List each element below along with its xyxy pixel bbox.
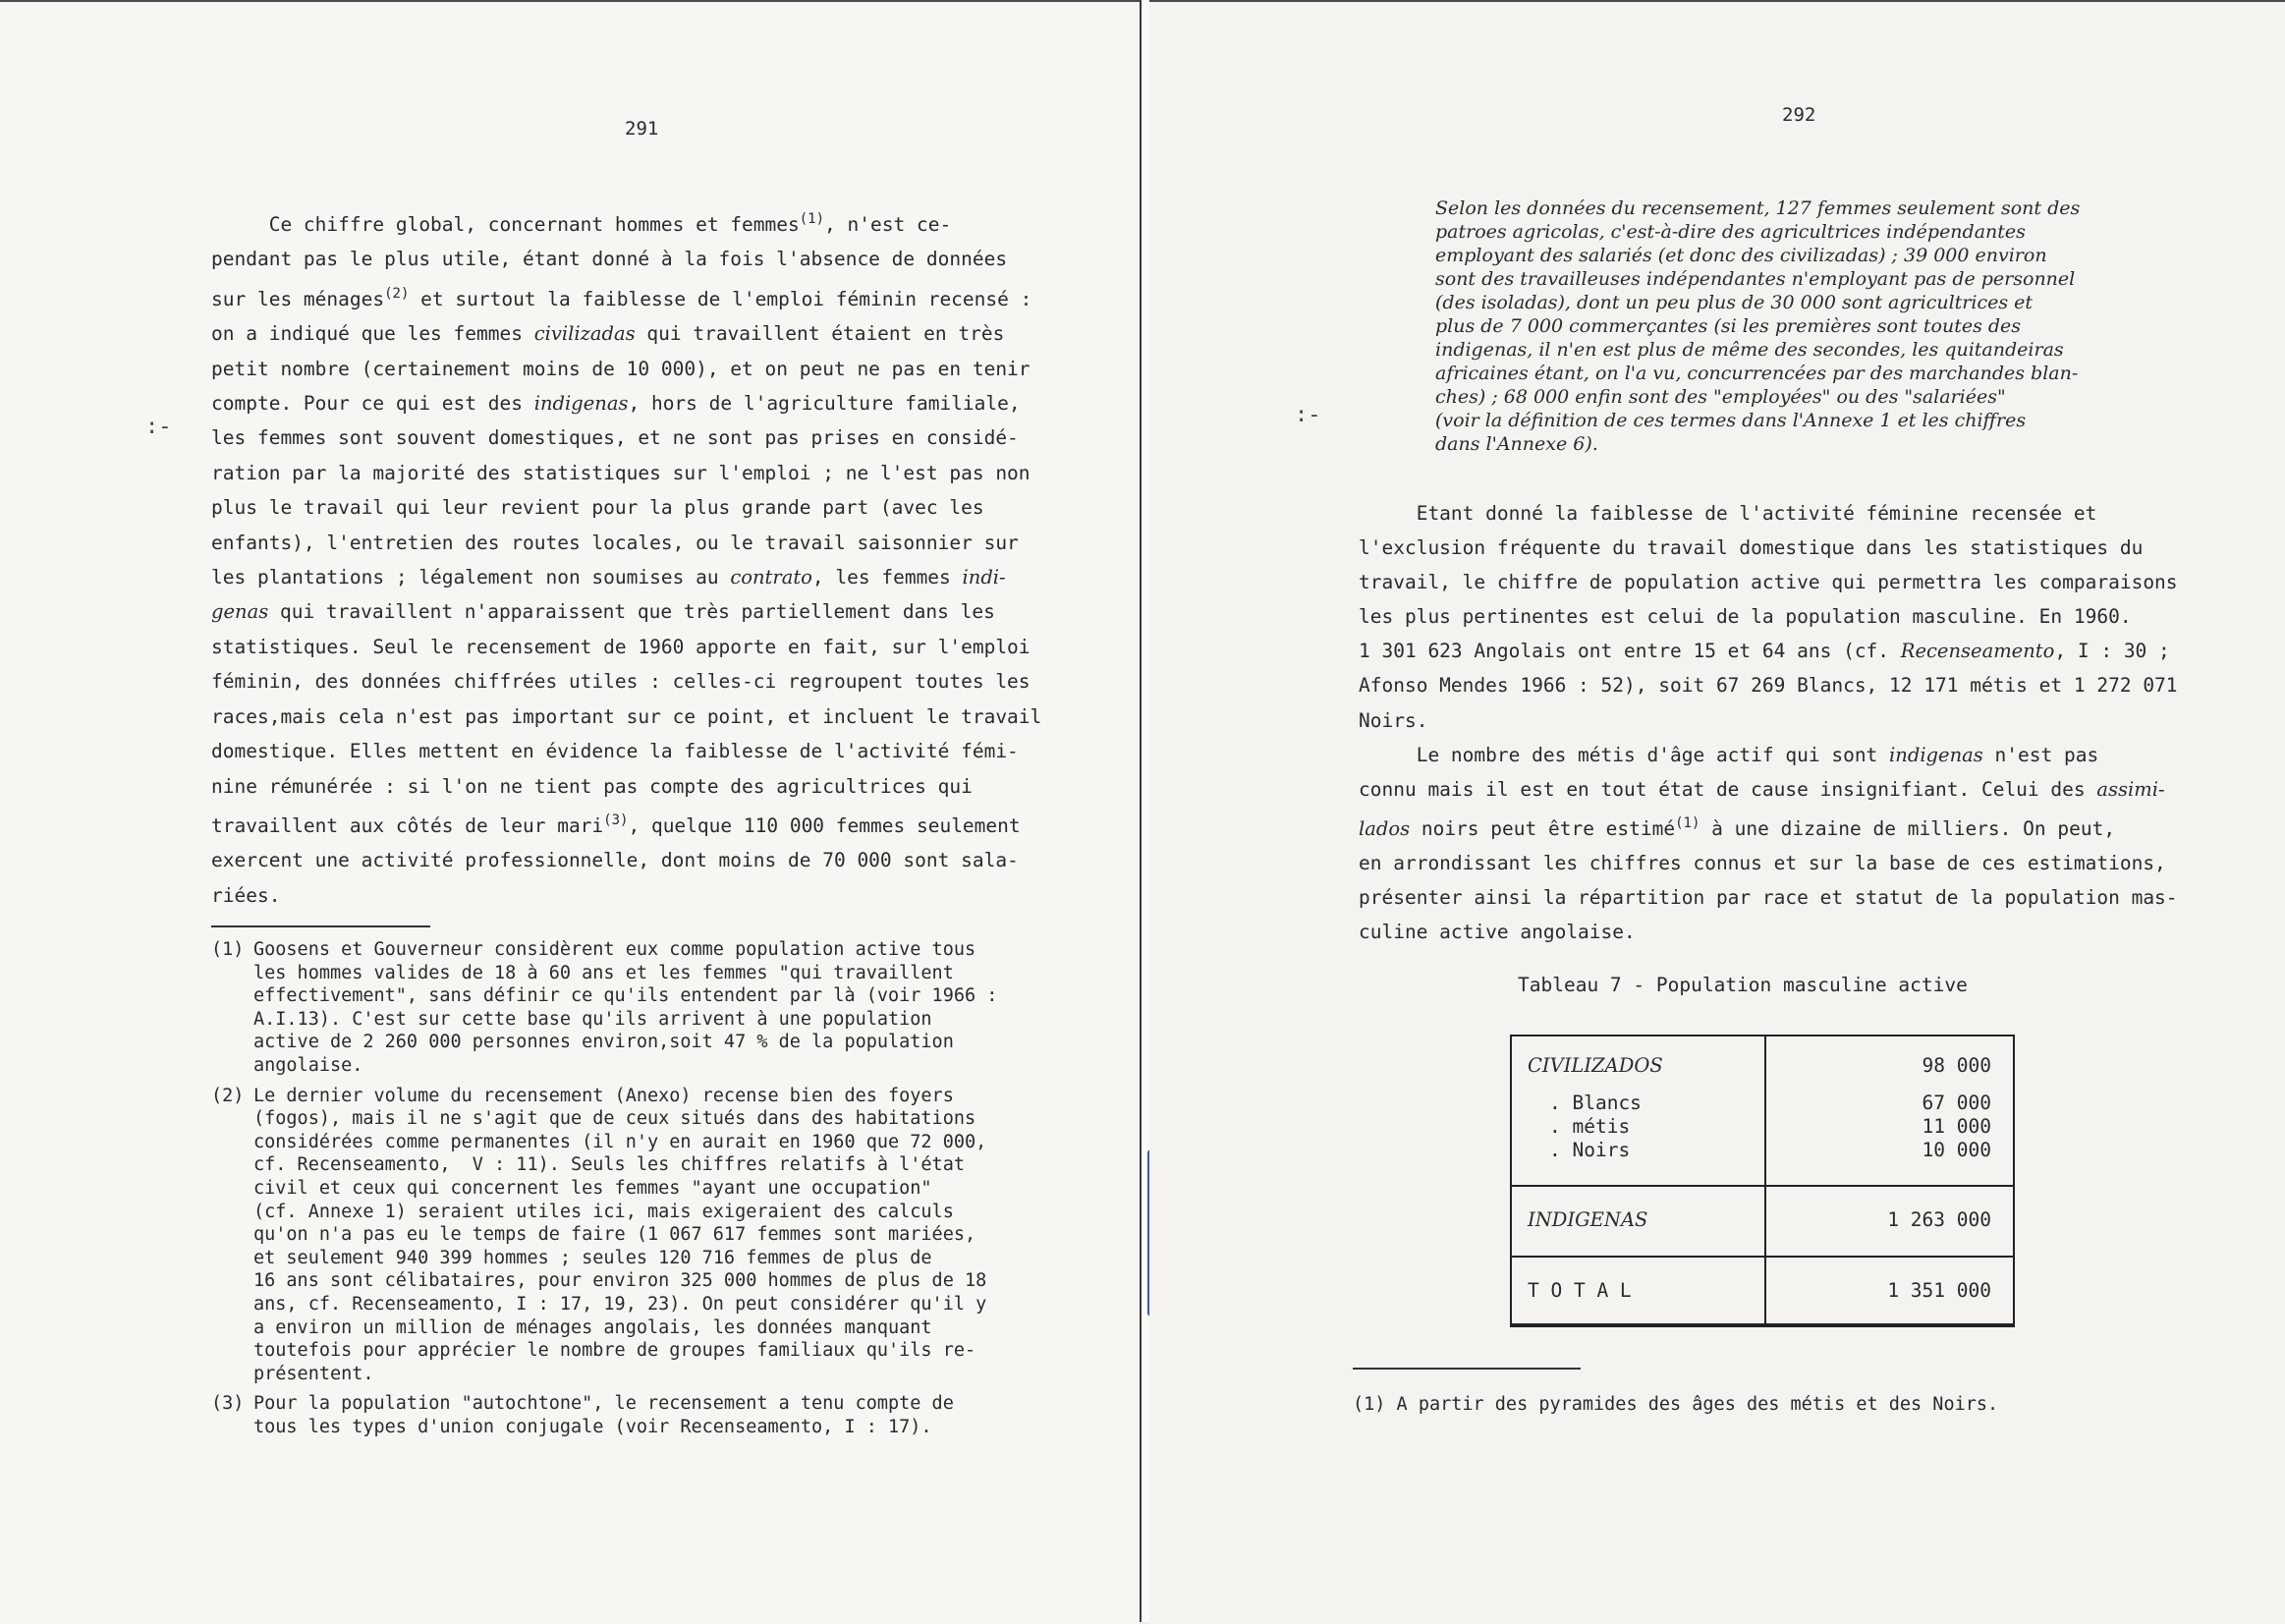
text-line: riées. — [211, 883, 281, 907]
margin-mark: :- — [145, 415, 172, 439]
footnote-text: Le dernier volume du recensement (Anexo) recense bien des foyers (fogos), mais il ne s'agit que de ceux situés dans des habitations considérées comme permanentes (il n'y en aurait en 1960 que 72 000, cf. Recenseamento, V : 11). Seuls les chiffres relatifs à l'état civil et ceux qui concernent les femmes "ayant une occupation" (cf. Annexe 1) seraient utiles ici, mais exigeraient des calculs qu'on n'a pas eu le temps de faire (1 067 617 femmes sont mariées, et seulement 940 399 hommes ; seules 120 716 femmes de plus de 16 ans sont célibataires, pour environ 325 000 hommes de plus de 18 ans, cf. Recenseamento, I : 17, 19, 23). On peut considérer qu'il y a environ un million de ménages angolais, les données manquant toutefois pour apprécier le nombre de groupes familiaux qu'ils re- présentent. — [253, 1085, 987, 1384]
text-line: Le nombre des métis d'âge actif qui sont — [1359, 743, 1890, 766]
text-line: les plus pertinentes est celui de la population masculine. En 1960. — [1359, 605, 2132, 629]
sub-row-label: . Noirs — [1549, 1139, 1631, 1161]
text-line: travail, le chiffre de population active qui permettra les comparaisons — [1359, 571, 2178, 594]
text-line: connu mais il est en tout état de cause insignifiant. Celui des — [1359, 777, 2097, 801]
italic-term: contrato — [730, 566, 812, 589]
margin-mark: :- — [1295, 403, 1321, 427]
italic-term: genas — [211, 600, 269, 624]
right-body-text — [1359, 496, 2178, 949]
italic-term: lados — [1359, 816, 1411, 840]
text-line: présenter ainsi la répartition par race et statut de la population mas- — [1359, 886, 2178, 910]
text-fragment: n'est pas — [1982, 743, 2099, 766]
footnote — [211, 1085, 1076, 1386]
text-line: féminin, des données chiffrées utiles : celles-ci regroupent toutes les — [211, 670, 1031, 694]
text-line: ration par la majorité des statistiques sur l'emploi ; ne l'est pas non — [211, 461, 1031, 484]
text-fragment: , les femmes — [811, 566, 963, 589]
table-caption: Tableau 7 - Population masculine active — [1518, 974, 1968, 996]
table-row — [1512, 1258, 2013, 1325]
text-fragment: , hors de l'agriculture familiale, — [628, 392, 1021, 416]
footnote-ref: (1) — [1675, 814, 1700, 831]
text-line: Afonso Mendes 1966 : 52), soit 67 269 Blancs, 12 171 métis et 1 272 071 — [1359, 674, 2178, 698]
total-value: 1 351 000 — [1887, 1279, 1991, 1302]
footnote — [211, 938, 1076, 1078]
text-line: culine active angolaise. — [1359, 921, 1636, 944]
footnote-ref: (1) — [799, 211, 825, 227]
text-line: Etant donné la faiblesse de l'activité féminine recensée et — [1359, 502, 2097, 525]
italic-term: indigenas — [533, 392, 629, 416]
text-fragment: et surtout la faiblesse de l'emploi féminin recensé : — [409, 287, 1032, 310]
text-line: les plantations ; légalement non soumises au — [211, 566, 731, 589]
text-line: 1 301 623 Angolais ont entre 15 et 64 ans (cf. — [1359, 640, 1901, 663]
text-line: enfants), l'entretien des routes locales, ou le travail saisonnier sur — [211, 531, 1019, 554]
text-fragment: qui travaillent étaient en très — [635, 322, 1005, 346]
sub-row-value: 67 000 — [1922, 1092, 1991, 1114]
text-fragment: , I : 30 ; — [2054, 640, 2170, 663]
footnote-number: (3) — [211, 1393, 245, 1415]
footnote-number: (2) — [211, 1085, 245, 1106]
text-line: on a indiqué que les femmes — [211, 322, 534, 346]
text-line: compte. Pour ce qui est des — [211, 392, 534, 416]
text-line: Ce chiffre global, concernant hommes et femmes — [211, 213, 800, 236]
civilizados-total: 98 000 — [1922, 1054, 1991, 1077]
footnote-rule — [211, 925, 430, 927]
text-line: exercent une activité professionnelle, dont moins de 70 000 sont sala- — [211, 849, 1019, 872]
text-fragment: qui travaillent n'apparaissent que très partiellement dans les — [268, 600, 995, 624]
text-line: sur les ménages — [211, 287, 385, 310]
italic-term: civilizadas — [533, 322, 636, 346]
text-line: petit nombre (certainement moins de 10 000), et on peut ne pas en tenir — [211, 357, 1031, 380]
table-row — [1512, 1036, 2013, 1187]
text-line: les femmes sont souvent domestiques, et ne sont pas prises en considé- — [211, 426, 1019, 450]
text-line: statistiques. Seul le recensement de 1960 apporte en fait, sur l'emploi — [211, 635, 1031, 658]
text-fragment: , n'est ce- — [824, 213, 952, 236]
footnote-ref: (3) — [603, 812, 629, 828]
table-divider — [1764, 1036, 1766, 1325]
text-line: l'exclusion fréquente du travail domestique dans les statistiques du — [1359, 536, 2144, 560]
italic-term: indi- — [962, 566, 1006, 589]
page-number: 292 — [1782, 104, 1816, 126]
sub-row-value: 10 000 — [1922, 1139, 1991, 1161]
text-line: nine rémunérée : si l'on ne tient pas compte des agricultrices qui — [211, 774, 973, 798]
footnote — [211, 1392, 1076, 1438]
italic-term: assimi- — [2096, 777, 2165, 801]
footnote-ref: (2) — [384, 285, 410, 302]
text-line: plus le travail qui leur revient pour la plus grande part (avec les — [211, 496, 984, 520]
text-line: domestique. Elles mettent en évidence la faiblesse de l'activité fémi- — [211, 740, 1019, 763]
text-fragment: à une dizaine de milliers. On peut, — [1700, 816, 2116, 840]
text-line: en arrondissant les chiffres connus et sur la base de ces estimations, — [1359, 851, 2166, 874]
text-fragment: , quelque 110 000 femmes seulement — [628, 813, 1021, 837]
left-body-text — [211, 202, 1041, 913]
cursive-paragraph: Selon les données du recensement, 127 femmes seulement sont des patroes agricolas, c'est-à-dire des agricultrices indépendantes employant des salariés (et donc des civilizadas) ; 39 000 environ sont des travailleuses indépendantes n'employant pas de personnel (des isoladas), dont un peu plus de 30 000 sont agricultrices et plus de 7 000 commerçantes (si les premières sont toutes des indigenas, il n'en est plus de même des secondes, les quitandeiras africaines étant, on l'a vu, concurrencées par des marchandes blan- ches) ; 68 000 enfin sont des "employées" ou des "salariées" (voir la définition de ces termes dans l'Annexe 1 et les chiffres dans l'Annexe 6). — [1435, 197, 2081, 455]
text-line: travaillent aux côtés de leur mari — [211, 813, 604, 837]
page-number: 291 — [625, 118, 659, 140]
total-label: T O T A L — [1528, 1279, 1632, 1302]
indigenas-label: INDIGENAS — [1528, 1208, 1648, 1231]
table-row — [1512, 1187, 2013, 1258]
left-footnotes — [211, 938, 1076, 1445]
text-line: Noirs. — [1359, 708, 1428, 732]
civilizados-label: CIVILIZADOS — [1528, 1054, 1663, 1077]
footnote-text: Goosens et Gouverneur considèrent eux comme population active tous les hommes valides de 18 à 60 ans et les femmes "qui travaillent effectivement", sans définir ce qu'ils entendent par là (voir 1966 : A.I.13). C'est sur cette base qu'ils arrivent à une population active de 2 260 000 personnes environ,soit 47 % de la population angolaise. — [253, 939, 998, 1076]
left-page — [0, 0, 1140, 1624]
sub-row-label: . Blancs — [1549, 1092, 1642, 1114]
right-footnote: (1) A partir des pyramides des âges des métis et des Noirs. — [1353, 1394, 1999, 1415]
italic-term: Recenseamento — [1900, 640, 2055, 663]
italic-term: indigenas — [1889, 743, 1983, 766]
sub-row-value: 11 000 — [1922, 1115, 1991, 1138]
population-table — [1510, 1035, 2015, 1327]
indigenas-value: 1 263 000 — [1887, 1208, 1991, 1231]
footnote-text: Pour la population "autochtone", le recensement a tenu compte de tous les types d'union conjugale (voir Recenseamento, I : 17). — [253, 1393, 954, 1437]
footnote-number: (1) — [211, 939, 245, 960]
sub-row-label: . métis — [1549, 1115, 1631, 1138]
footnote-rule — [1353, 1368, 1581, 1370]
text-fragment: noirs peut être estimé — [1410, 816, 1676, 840]
text-line: pendant pas le plus utile, étant donné à la fois l'absence de données — [211, 248, 1008, 271]
text-line: races,mais cela n'est pas important sur ce point, et incluent le travail — [211, 704, 1042, 728]
